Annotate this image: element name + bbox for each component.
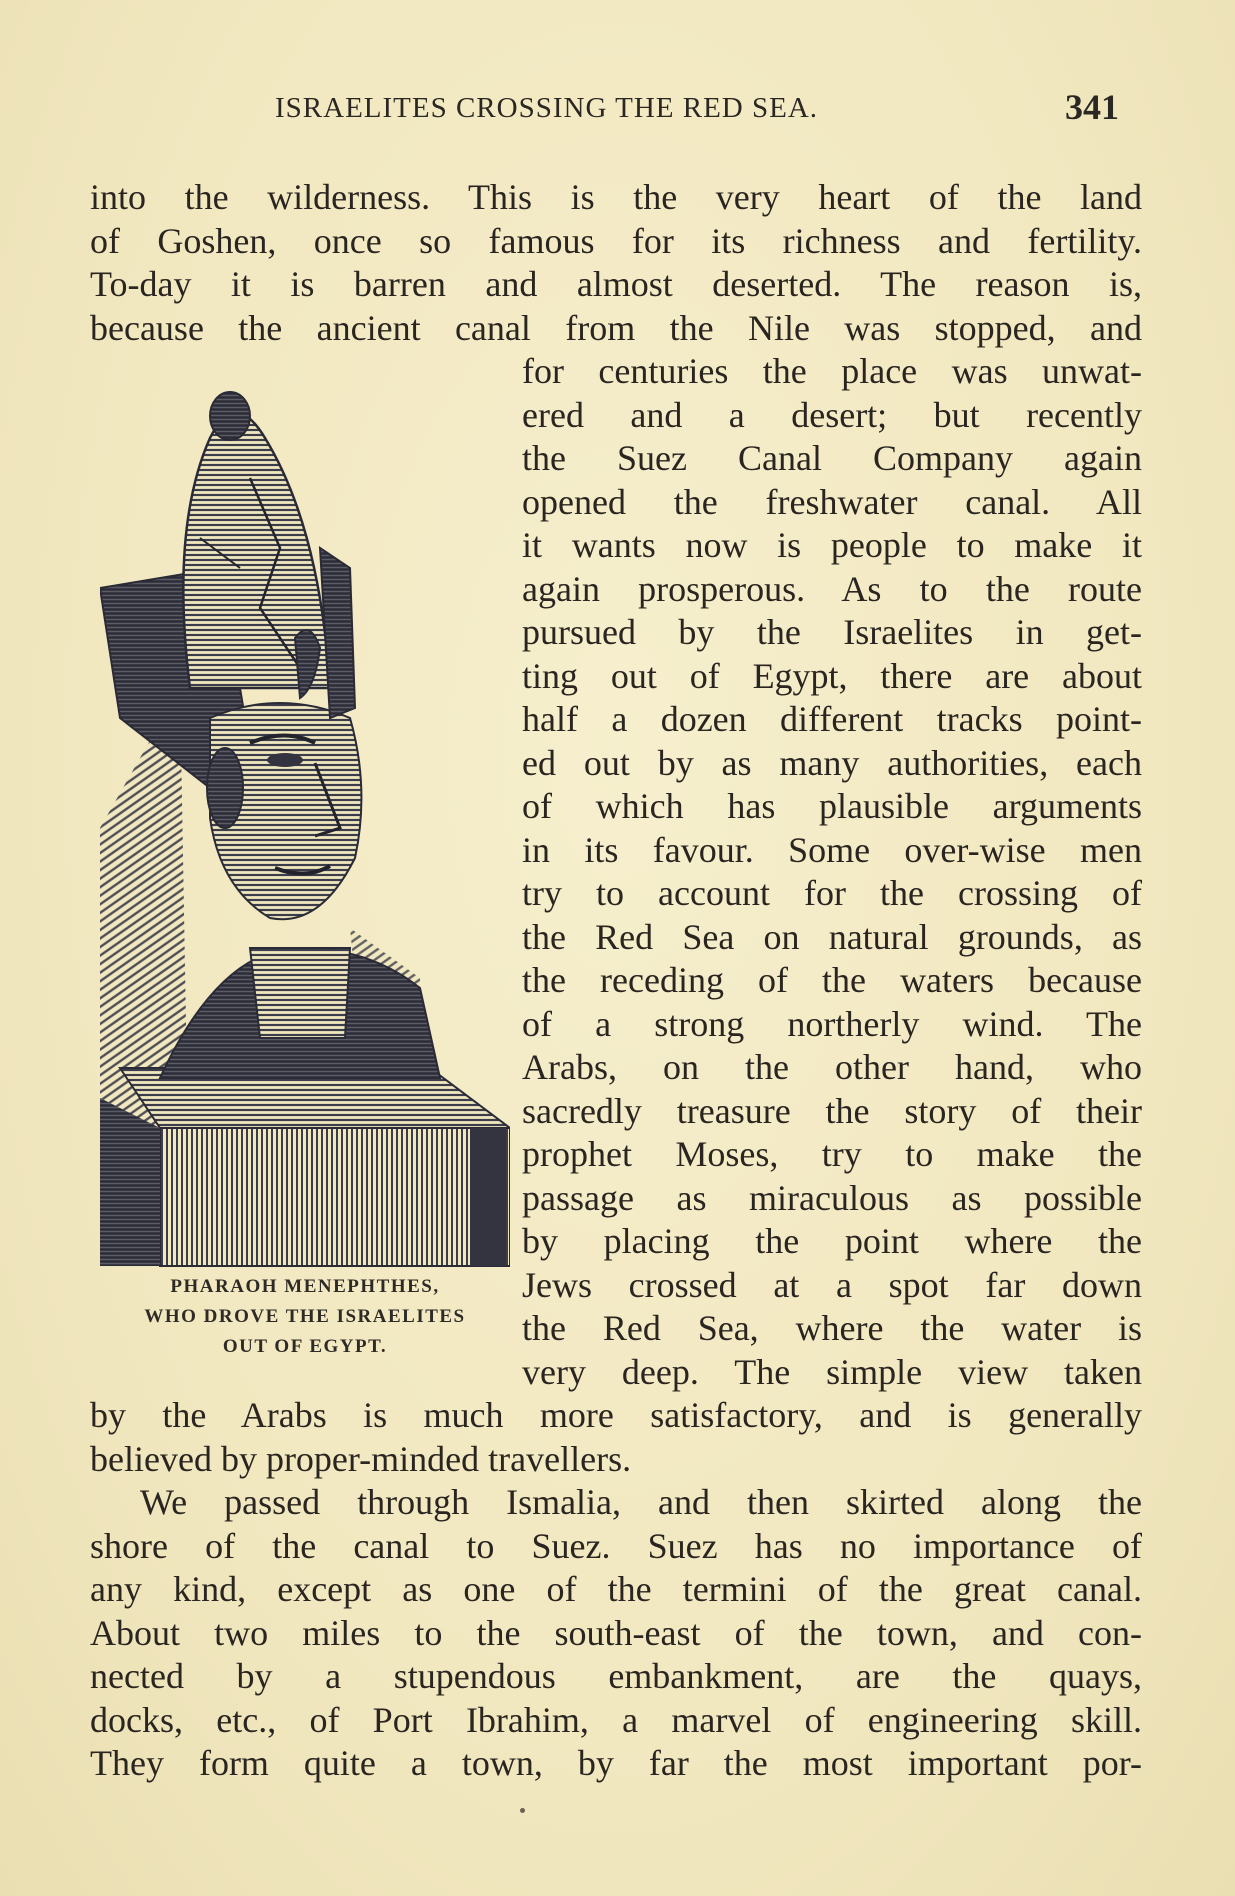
text-line: pursued by the Israelites in get- [522,612,1142,652]
text-line: the receding of the waters because [522,960,1142,1000]
text-line: of a strong northerly wind. The [522,1004,1142,1044]
pharaoh-bust-engraving [100,388,510,1268]
text-line: sacredly treasure the story of their [522,1091,1142,1131]
text-line: About two miles to the south-east of the town, and con- [90,1613,1142,1653]
text-line: the Red Sea, where the water is [522,1308,1142,1348]
text-line: of Goshen, once so famous for its richness and fertility. [90,221,1142,261]
text-line: half a dozen different tracks point- [522,699,1142,739]
text-line: again prosperous. As to the route [522,569,1142,609]
page-number: 341 [1065,87,1119,127]
text-line: Arabs, on the other hand, who [522,1047,1142,1087]
text-line: any kind, except as one of the termini of the great canal. [90,1569,1142,1609]
text-line: it wants now is people to make it [522,525,1142,565]
print-speck [520,1808,525,1813]
text-line: for centuries the place was unwat- [522,351,1142,391]
text-line: docks, etc., of Port Ibrahim, a marvel of engineering skill. [90,1700,1142,1740]
figure-caption-line: OUT OF EGYPT. [222,1336,388,1357]
paragraph-start-line: We passed through Ismalia, and then skirted along the [140,1482,1142,1522]
text-line: nected by a stupendous embankment, are the quays, [90,1656,1142,1696]
text-line: ered and a desert; but recently [522,395,1142,435]
text-line: ed out by as many authorities, each [522,743,1142,783]
text-line: try to account for the crossing of [522,873,1142,913]
text-line: passage as miraculous as possible [522,1178,1142,1218]
running-head: ISRAELITES CROSSING THE RED SEA. [275,92,819,124]
text-line: into the wilderness. This is the very heart of the land [90,177,1142,217]
text-line: because the ancient canal from the Nile was stopped, and [90,308,1142,348]
text-line: prophet Moses, try to make the [522,1134,1142,1174]
text-line: the Red Sea on natural grounds, as [522,917,1142,957]
text-line: They form quite a town, by far the most important por- [90,1743,1142,1783]
text-line: opened the freshwater canal. All [522,482,1142,522]
text-line: by the Arabs is much more satisfactory, and is generally [90,1395,1142,1435]
text-line: of which has plausible arguments [522,786,1142,826]
text-line: ting out of Egypt, there are about [522,656,1142,696]
text-line: believed by proper-minded travellers. [90,1439,632,1479]
text-line: Jews crossed at a spot far down [522,1265,1142,1305]
text-line: by placing the point where the [522,1221,1142,1261]
text-line: very deep. The simple view taken [522,1352,1142,1392]
text-line: To-day it is barren and almost deserted. The reason is, [90,264,1142,304]
figure-caption-line: PHARAOH MENEPHTHES, [170,1276,440,1297]
text-line: shore of the canal to Suez. Suez has no importance of [90,1526,1142,1566]
text-line: the Suez Canal Company again [522,438,1142,478]
figure-caption-line: WHO DROVE THE ISRAELITES [144,1306,466,1327]
text-line: in its favour. Some over-wise men [522,830,1142,870]
